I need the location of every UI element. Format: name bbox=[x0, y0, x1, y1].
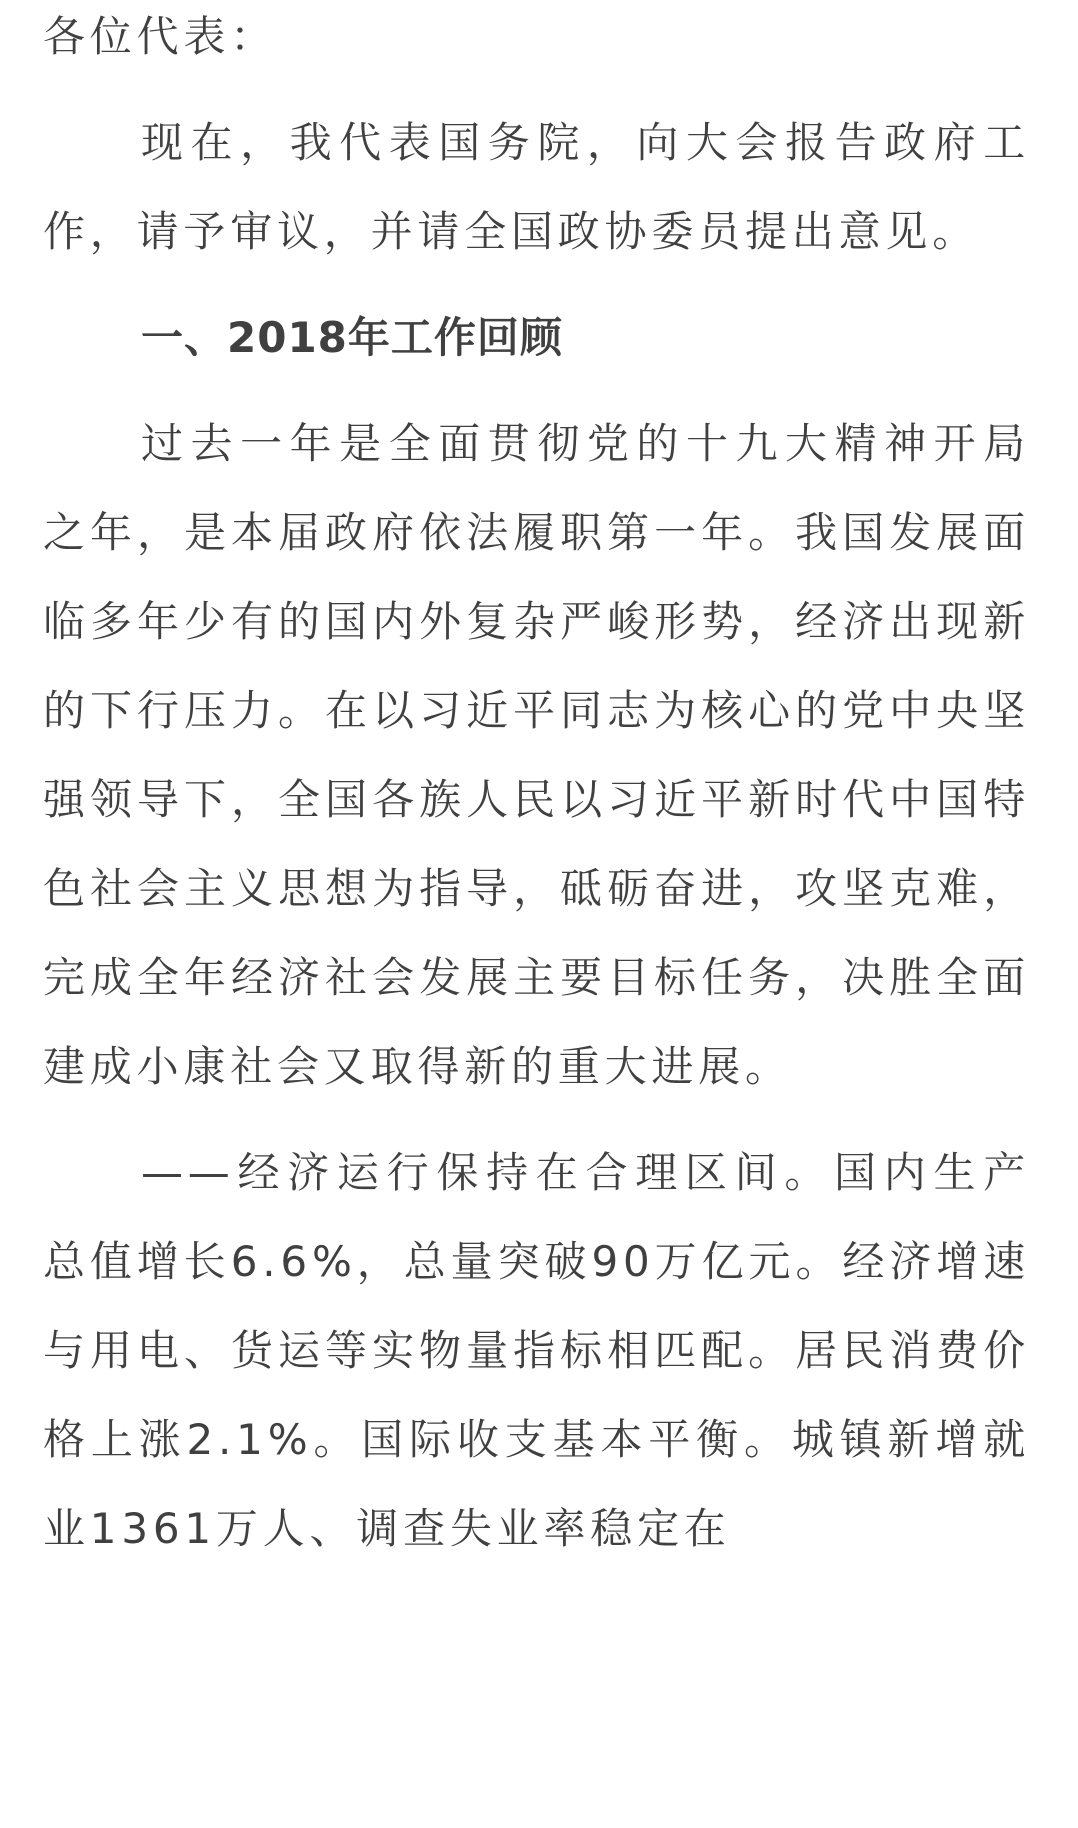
body-paragraph-economy: ——经济运行保持在合理区间。国内生产总值增长6.6%，总量突破90万亿元。经济增速与用电、货运等实物量指标相匹配。居民消费价格上涨2.1%。国际收支基本平衡。城镇新增就业1361万人、调查失业率稳定在 bbox=[43, 1148, 1030, 1553]
section-heading: 一、2018年工作回顾 bbox=[141, 313, 563, 362]
salutation: 各位代表： bbox=[43, 12, 278, 61]
intro-paragraph: 现在，我代表国务院，向大会报告政府工作，请予审议，并请全国政协委员提出意见。 bbox=[43, 118, 1030, 256]
body-paragraph-review: 过去一年是全面贯彻党的十九大精神开局之年，是本届政府依法履职第一年。我国发展面临多年少有的国内外复杂严峻形势，经济出现新的下行压力。在以习近平同志为核心的党中央坚强领导下，全国各族人民以习近平新时代中国特色社会主义思想为指导，砥砺奋进，攻坚克难，完成全年经济社会发展主要目标任务，决胜全面建成小康社会又取得新的重大进展。 bbox=[43, 419, 1030, 1091]
article-body bbox=[43, 0, 1030, 1573]
